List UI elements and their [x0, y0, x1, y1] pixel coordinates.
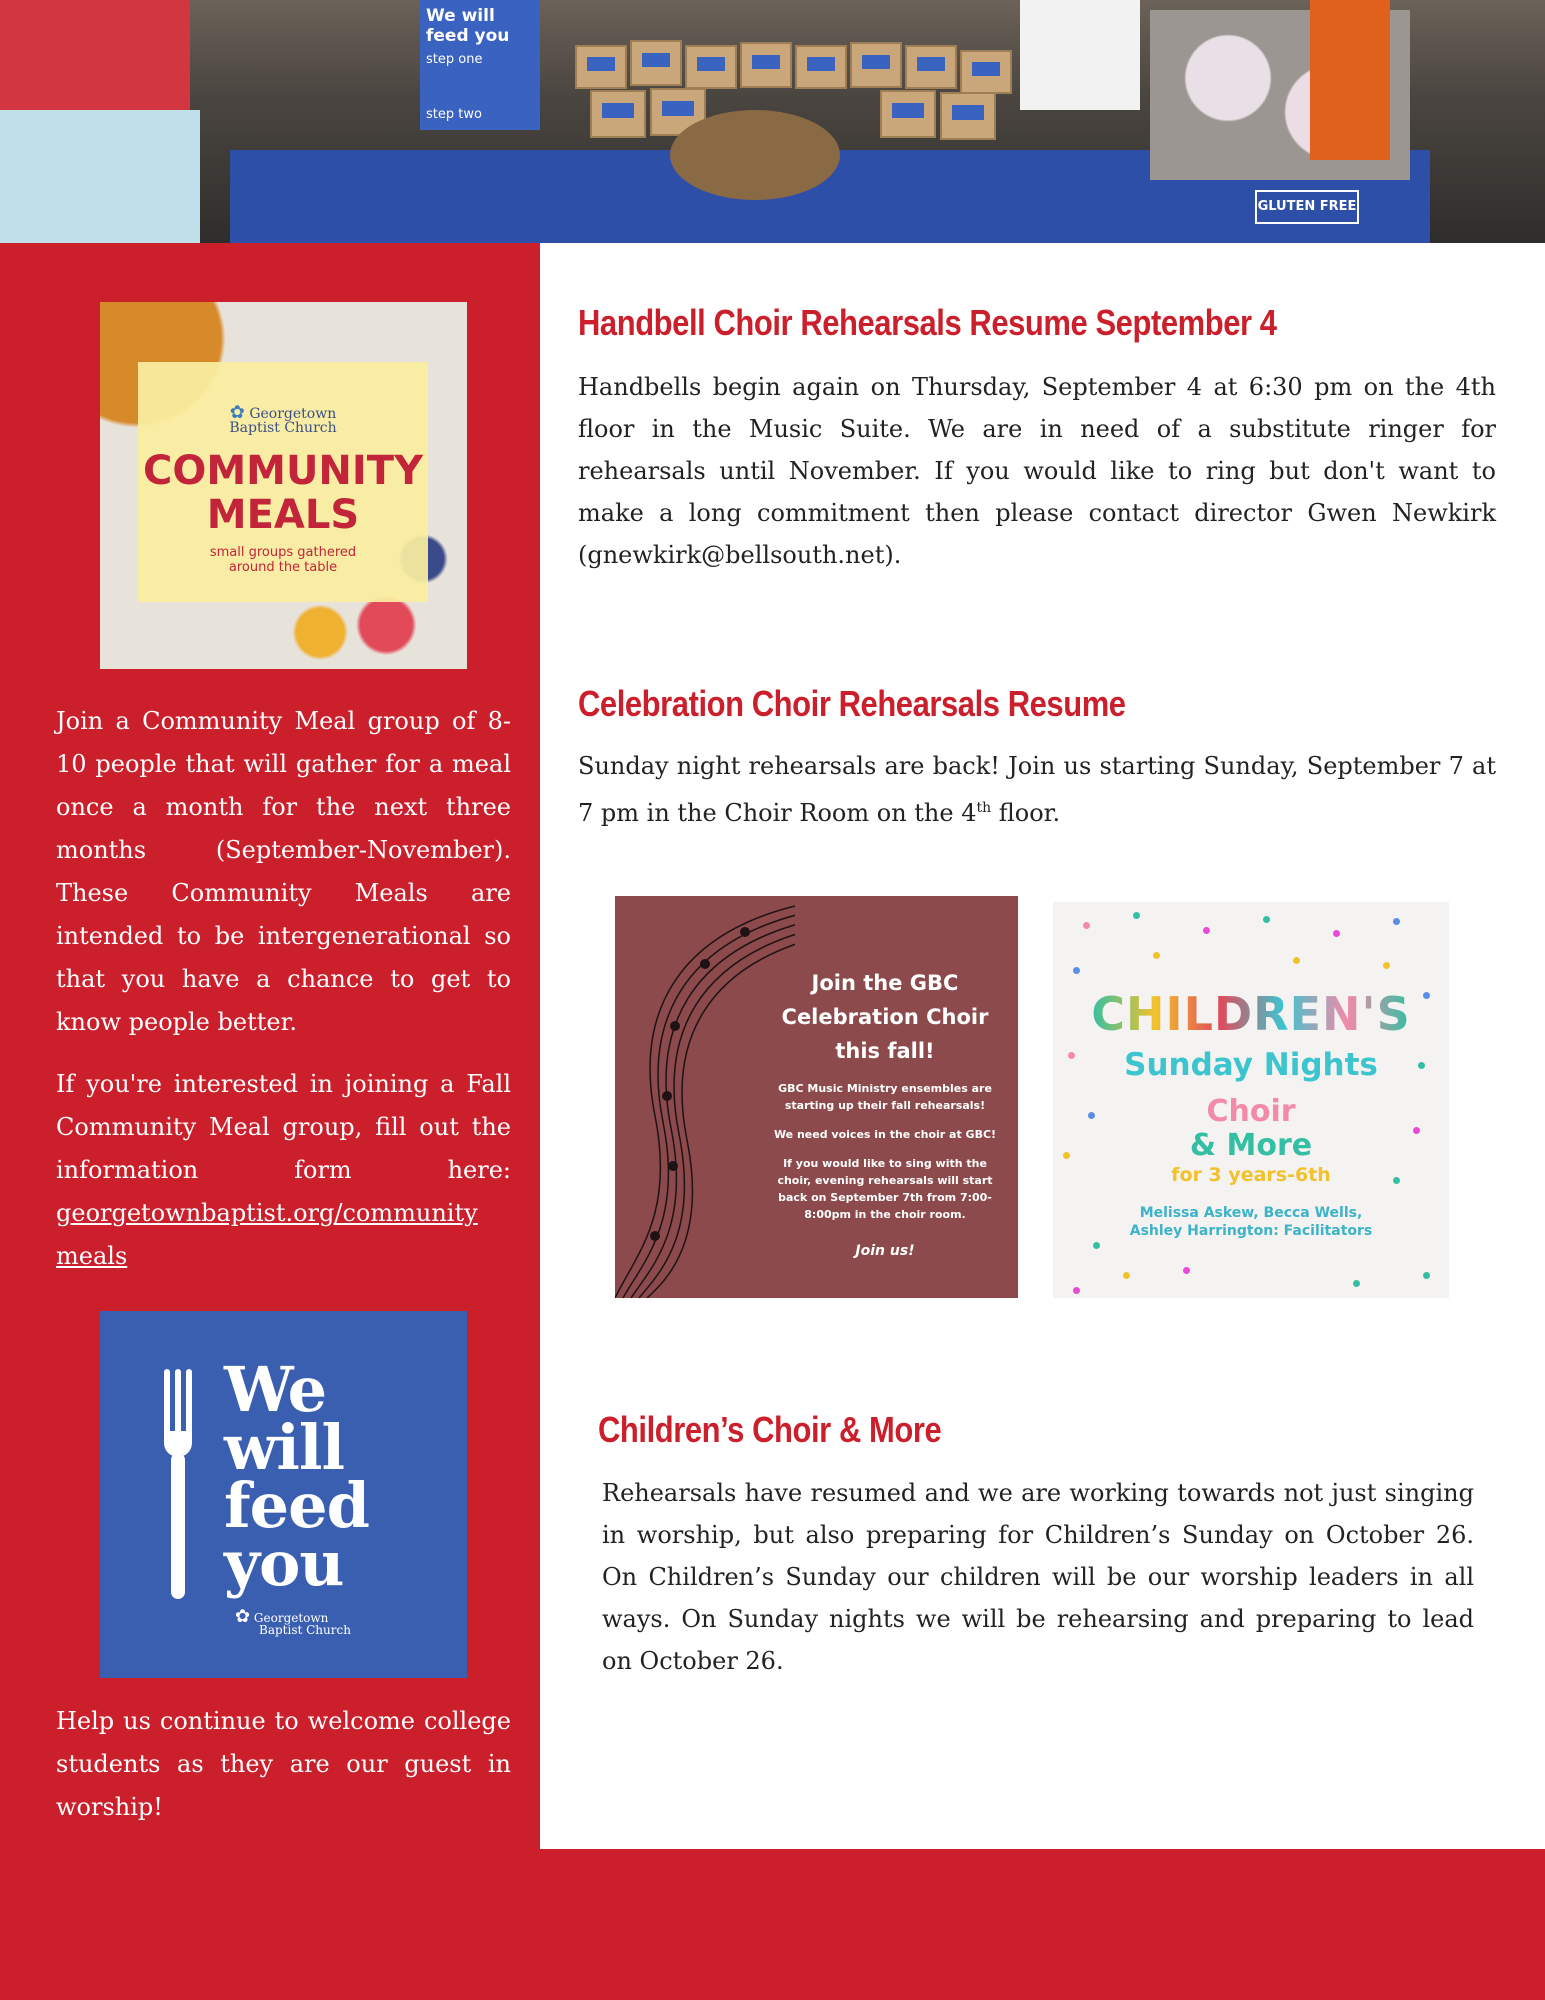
basket	[670, 110, 840, 200]
flower-icon: ✿	[235, 1606, 251, 1627]
interest-text: If you're interested in joining a Fall Community Meal group, fill out the information form here:	[56, 1070, 511, 1184]
church-logo	[235, 1606, 351, 1637]
title-line2: MEALS	[206, 492, 360, 538]
tablecloth	[0, 110, 200, 243]
celebration-body	[578, 745, 1496, 834]
title-line1: COMMUNITY	[142, 448, 424, 494]
bakery-box	[740, 42, 792, 88]
celebration-flyer-title: Join the GBC Celebration Choir this fall!	[781, 971, 989, 1063]
form-link-line1: georgetownbaptist.org/community	[56, 1199, 478, 1227]
childrens-flyer-ages: for 3 years-6th	[1171, 1164, 1331, 1186]
form-link-line2: meals	[56, 1242, 128, 1270]
college-paragraph: Help us continue to welcome college students as they are our guest in worship!	[56, 1707, 511, 1821]
sign-step-two: step two	[426, 107, 482, 122]
childrens-sunday-nights-flyer	[1053, 902, 1449, 1298]
flower-icon: ✿	[229, 402, 245, 423]
we-will-feed-you-image	[100, 1311, 467, 1678]
community-meals-image	[100, 302, 467, 669]
bakery-box	[905, 45, 957, 89]
celebration-body-sup: th	[976, 800, 992, 816]
handbell-body: Handbells begin again on Thursday, September 4 at 6:30 pm on the 4th floor in the Music Suite. We are in need of a substitute ringer for rehearsals until November. If you would like to ring but don't want to make a long commitment then please contact director Gwen Newkirk (gnewkirk@bellsouth.net).	[578, 373, 1496, 569]
community-meals-subtitle	[138, 545, 428, 575]
bakery-box	[575, 45, 627, 89]
celebration-flyer-closing: Join us!	[855, 1243, 915, 1259]
bakery-box	[960, 50, 1012, 94]
community-meals-card	[138, 362, 428, 602]
childrens-flyer-facilitators: Melissa Askew, Becca Wells, Ashley Harrington: Facilitators	[1129, 1205, 1373, 1239]
church-logo	[138, 402, 428, 436]
feed-line1: We	[224, 1353, 327, 1426]
community-meal-form-link[interactable]	[56, 1199, 478, 1270]
childrens-choir-heading: Children’s Choir & More	[598, 1409, 942, 1450]
bakery-box	[940, 92, 996, 140]
community-meal-text	[56, 700, 511, 1278]
logo-line2: Baptist Church	[229, 420, 337, 436]
feed-line4: you	[224, 1527, 344, 1600]
hero-photo	[0, 0, 1545, 243]
orange-display	[1310, 0, 1390, 160]
bakery-box	[590, 90, 646, 138]
feed-line3: feed	[224, 1469, 369, 1542]
qr-flyer	[1020, 0, 1140, 110]
celebration-flyer-line1: GBC Music Ministry ensembles are starting up their fall rehearsals!	[778, 1082, 992, 1112]
sign-text: We will feed you	[426, 6, 510, 46]
childrens-flyer-title: CHILDREN'S	[1091, 987, 1411, 1041]
interest-paragraph	[56, 1063, 511, 1278]
community-meal-paragraph: Join a Community Meal group of 8-10 people that will gather for a meal once a month for the next three months (September-November). These Community Meals are intended to be intergenerational so that you have a chance to get to know people better.	[56, 707, 511, 1036]
subtitle-line2: around the table	[228, 560, 338, 575]
celebration-flyer-line3: If you would like to sing with the choir, evening rehearsals will start back on September 7th from 7:00-8:00pm in the choir room.	[777, 1157, 993, 1221]
celebration-flyer-line2: We need voices in the choir at GBC!	[773, 1128, 997, 1141]
celebration-body-text: Sunday night rehearsals are back! Join us starting Sunday, September 7 at 7 pm in the Choir Room on the 4	[578, 752, 1496, 827]
celebration-flyer-content	[765, 966, 1005, 1259]
gluten-free-badge: GLUTEN FREE	[1255, 190, 1359, 224]
community-meals-title	[138, 449, 428, 537]
logo-line2: Baptist Church	[259, 1623, 351, 1637]
bakery-box	[795, 45, 847, 89]
fork-icon	[164, 1369, 192, 1599]
handbell-heading: Handbell Choir Rehearsals Resume September 4	[578, 302, 1277, 343]
childrens-flyer-sub1: Sunday Nights	[1124, 1047, 1378, 1083]
feed-you-text	[224, 1353, 369, 1600]
subtitle-line1: small groups gathered	[209, 545, 357, 560]
college-text	[56, 1700, 511, 1829]
bakery-box	[685, 45, 737, 89]
celebration-heading: Celebration Choir Rehearsals Resume	[578, 683, 1126, 724]
bakery-box	[630, 40, 682, 86]
bakery-box	[880, 90, 936, 138]
childrens-flyer-sub3: & More	[1189, 1128, 1313, 1163]
celebration-choir-flyer	[615, 896, 1018, 1298]
childrens-choir-body: Rehearsals have resumed and we are working towards not just singing in worship, but also preparing for Children’s Sunday on October 26. On Children’s Sunday our children will be our worship leaders in all ways. On Sunday nights we will be rehearsing and preparing to lead on October 26.	[602, 1479, 1474, 1675]
celebration-body-end: floor.	[991, 799, 1061, 827]
sign-step-one: step one	[426, 52, 483, 67]
feed-line2: will	[224, 1411, 345, 1484]
logo-line1: Georgetown	[249, 406, 337, 422]
bakery-box	[850, 42, 902, 88]
feed-you-sign	[420, 0, 540, 130]
childrens-flyer-sub2: Choir	[1206, 1094, 1296, 1129]
logo-line1: Georgetown	[253, 1611, 329, 1625]
